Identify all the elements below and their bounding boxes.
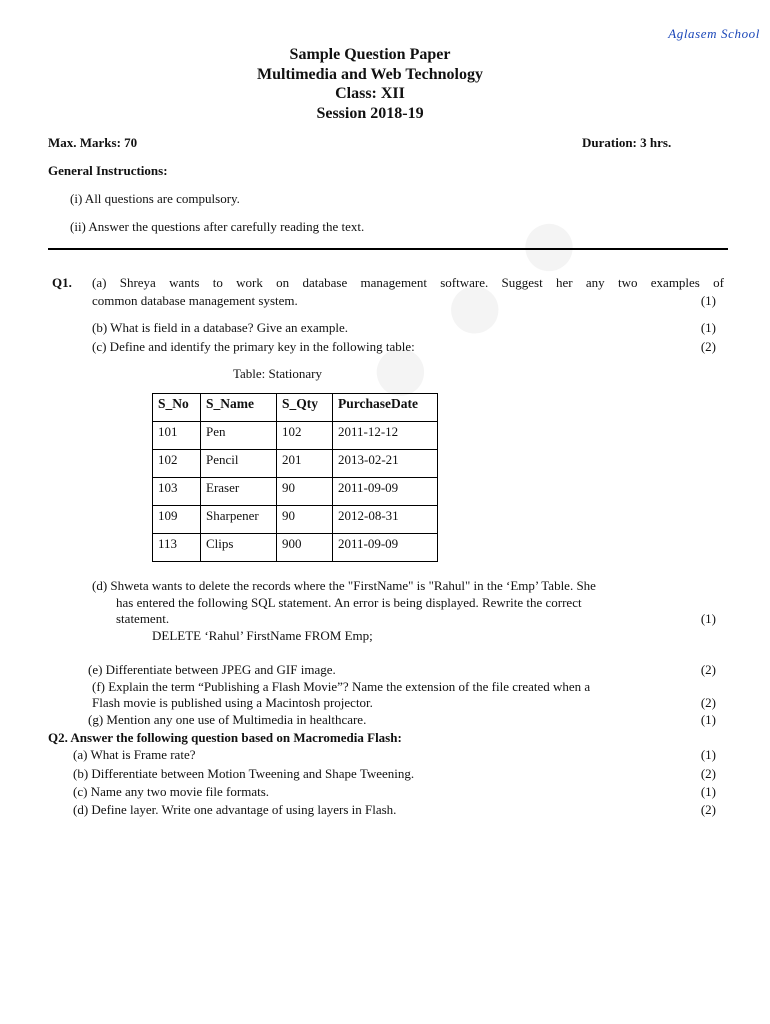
table-cell: Pencil [201, 450, 277, 478]
column-header: S_No [153, 394, 201, 422]
table-cell: 102 [277, 422, 333, 450]
table-row [153, 534, 438, 562]
table-cell: Clips [201, 534, 277, 562]
q2-item: (b) Differentiate between Motion Tweening and Shape Tweening. [73, 766, 415, 781]
table-cell: Eraser [201, 478, 277, 506]
table-cell: 101 [153, 422, 201, 450]
marks: (1) [700, 747, 716, 762]
max-marks: Max. Marks: 70 [48, 135, 138, 150]
marks: (2) [700, 662, 716, 677]
column-header: S_Qty [277, 394, 333, 422]
marks: (1) [700, 320, 716, 335]
title-line: Session 2018-19 [316, 104, 424, 122]
title-line: Sample Question Paper [289, 46, 451, 63]
question-number: Q1. [52, 275, 72, 290]
q2-heading: Q2. Answer the following question based on Macromedia Flash: [48, 730, 402, 745]
table-caption: Table: Stationary [233, 366, 322, 381]
marks: (1) [700, 712, 716, 727]
marks: (2) [700, 339, 716, 354]
instruction-item: (ii) Answer the questions after carefully reading the text. [70, 219, 365, 234]
table-cell: 201 [277, 450, 333, 478]
table-row [153, 506, 438, 534]
table-cell: 103 [153, 478, 201, 506]
sql-statement: DELETE ‘Rahul’ FirstName FROM Emp; [152, 628, 373, 643]
title-line: Multimedia and Web Technology [257, 65, 483, 83]
q1c: (c) Define and identify the primary key in the following table: [92, 339, 415, 354]
q1a-line: common database management system. [92, 293, 298, 308]
table-cell: 90 [277, 506, 333, 534]
marks: (2) [700, 802, 716, 817]
q1b: (b) What is field in a database? Give an example. [92, 320, 349, 335]
q1d-line: (d) Shweta wants to delete the records where the "FirstName" is "Rahul" in the ‘Emp’ Table. She [92, 578, 596, 593]
table-cell: 2011-12-12 [333, 422, 438, 450]
marks: (1) [700, 293, 716, 308]
stationary-table [152, 393, 438, 562]
marks: (1) [700, 784, 716, 799]
column-header: S_Name [201, 394, 277, 422]
table-cell: 900 [277, 534, 333, 562]
q1d-line: has entered the following SQL statement. An error is being displayed. Rewrite the correct [116, 595, 582, 610]
school-label: Aglasem School [668, 26, 760, 41]
q1e: (e) Differentiate between JPEG and GIF image. [88, 662, 336, 677]
q1f-line: Flash movie is published using a Macintosh projector. [92, 695, 373, 710]
table-header-row [153, 394, 438, 422]
q2-item: (d) Define layer. Write one advantage of using layers in Flash. [73, 802, 397, 817]
table-cell: 2011-09-09 [333, 478, 438, 506]
table-cell: 2013-02-21 [333, 450, 438, 478]
instructions-heading: General Instructions: [48, 163, 168, 178]
table-cell: 102 [153, 450, 201, 478]
table-cell: Sharpener [201, 506, 277, 534]
divider [48, 248, 728, 250]
q1d-line: statement. [116, 611, 170, 626]
table-cell: 113 [153, 534, 201, 562]
table-cell: 2012-08-31 [333, 506, 438, 534]
table-row [153, 478, 438, 506]
title-line: Class: XII [335, 85, 405, 102]
table-cell: 2011-09-09 [333, 534, 438, 562]
instruction-item: (i) All questions are compulsory. [70, 191, 240, 206]
marks: (2) [700, 766, 716, 781]
marks: (2) [700, 695, 716, 710]
q1g: (g) Mention any one use of Multimedia in healthcare. [88, 712, 367, 727]
duration: Duration: 3 hrs. [582, 135, 672, 150]
q2-item: (c) Name any two movie file formats. [73, 784, 270, 799]
q2-item: (a) What is Frame rate? [73, 747, 196, 762]
marks: (1) [700, 611, 716, 626]
q1a-line: (a) Shreya wants to work on database management software. Suggest her any two examples of [92, 275, 724, 290]
table-cell: 109 [153, 506, 201, 534]
page-title [0, 45, 740, 123]
table-cell: 90 [277, 478, 333, 506]
table-row [153, 422, 438, 450]
table-row [153, 450, 438, 478]
q1f-line: (f) Explain the term “Publishing a Flash Movie”? Name the extension of the file created when a [92, 679, 591, 694]
column-header: PurchaseDate [333, 394, 438, 422]
table-cell: Pen [201, 422, 277, 450]
